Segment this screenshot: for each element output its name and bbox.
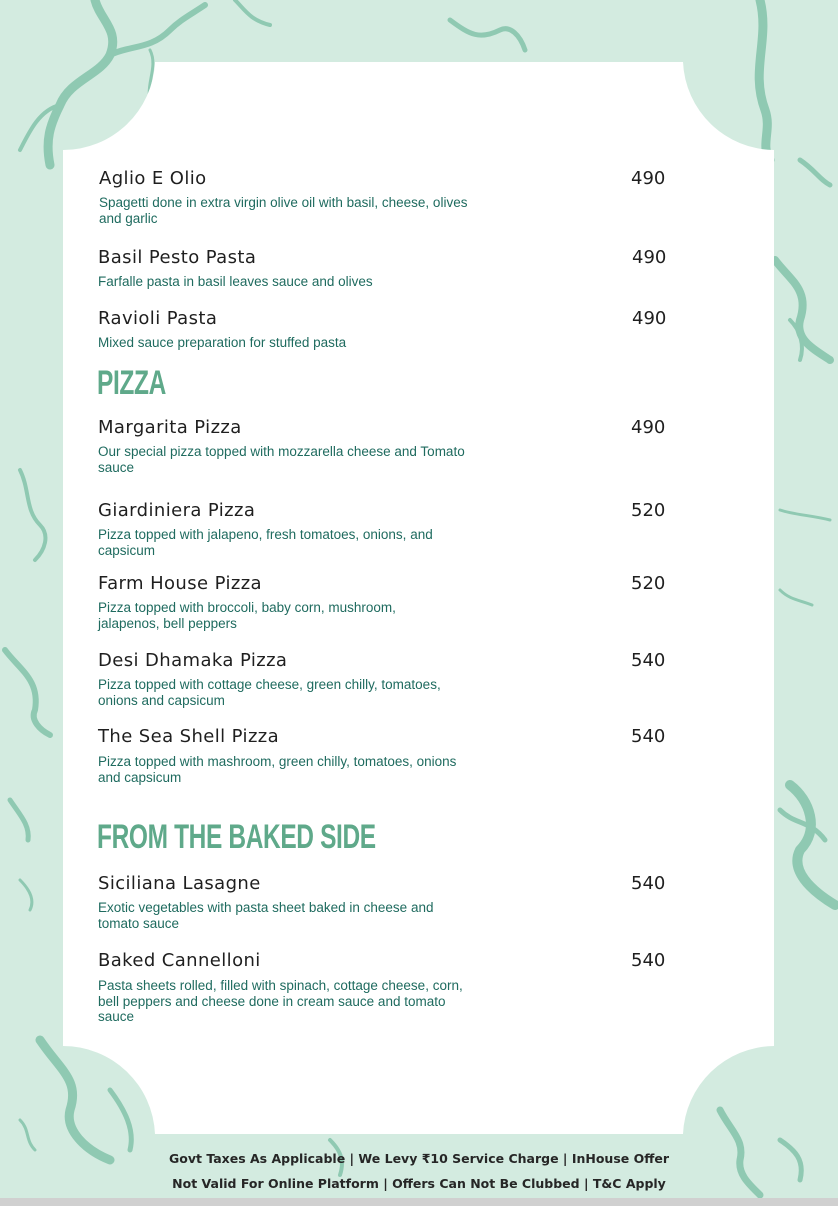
item-price-baked-cannelloni: 540 [631,950,666,971]
item-name-desi-dhamaka-pizza: Desi Dhamaka Pizza [98,650,288,671]
item-name-basil-pesto-pasta: Basil Pesto Pasta [98,247,257,268]
item-price-siciliana-lasagne: 540 [631,873,666,894]
footer-terms-line-1: Govt Taxes As Applicable | We Levy ₹10 Service Charge | InHouse Offer [169,1151,669,1166]
item-name-the-sea-shell-pizza: The Sea Shell Pizza [98,726,280,747]
item-description-basil-pesto-pasta: Farfalle pasta in basil leaves sauce and olives [98,274,373,289]
section-title-pizza: PIZZA [97,364,166,402]
item-description-the-sea-shell-pizza: Pizza topped with mashroom, green chilly, tomatoes, onions and capsicum [98,754,457,785]
item-price-giardiniera-pizza: 520 [631,500,666,521]
item-name-baked-cannelloni: Baked Cannelloni [98,950,261,971]
item-name-siciliana-lasagne: Siciliana Lasagne [98,873,261,894]
item-description-ravioli-pasta: Mixed sauce preparation for stuffed pasta [98,335,347,350]
item-name-ravioli-pasta: Ravioli Pasta [98,308,218,329]
item-description-desi-dhamaka-pizza: Pizza topped with cottage cheese, green chilly, tomatoes, onions and capsicum [98,677,441,708]
bottom-edge [0,1198,838,1206]
item-price-basil-pesto-pasta: 490 [632,247,667,268]
item-price-aglio-e-olio: 490 [631,168,666,189]
item-description-baked-cannelloni: Pasta sheets rolled, filled with spinach, cottage cheese, corn, bell peppers and cheese done in cream sauce and tomato sauce [98,978,463,1024]
item-name-farm-house-pizza: Farm House Pizza [98,573,262,594]
item-description-margarita-pizza: Our special pizza topped with mozzarella cheese and Tomato sauce [98,444,465,475]
item-description-giardiniera-pizza: Pizza topped with jalapeno, fresh tomatoes, onions, and capsicum [98,527,433,558]
item-name-margarita-pizza: Margarita Pizza [98,417,242,438]
item-price-ravioli-pasta: 490 [632,308,667,329]
item-description-farm-house-pizza: Pizza topped with broccoli, baby corn, mushroom, jalapenos, bell peppers [98,600,396,631]
item-description-siciliana-lasagne: Exotic vegetables with pasta sheet baked in cheese and tomato sauce [98,900,434,931]
item-description-aglio-e-olio: Spagetti done in extra virgin olive oil with basil, cheese, olives and garlic [99,195,468,226]
item-price-desi-dhamaka-pizza: 540 [631,650,666,671]
item-price-farm-house-pizza: 520 [631,573,666,594]
item-price-margarita-pizza: 490 [631,417,666,438]
section-title-from-the-baked-side: FROM THE BAKED SIDE [97,818,376,856]
item-name-aglio-e-olio: Aglio E Olio [99,168,207,189]
item-price-the-sea-shell-pizza: 540 [631,726,666,747]
item-name-giardiniera-pizza: Giardiniera Pizza [98,500,256,521]
footer-terms-line-2: Not Valid For Online Platform | Offers Can Not Be Clubbed | T&C Apply [172,1176,666,1191]
